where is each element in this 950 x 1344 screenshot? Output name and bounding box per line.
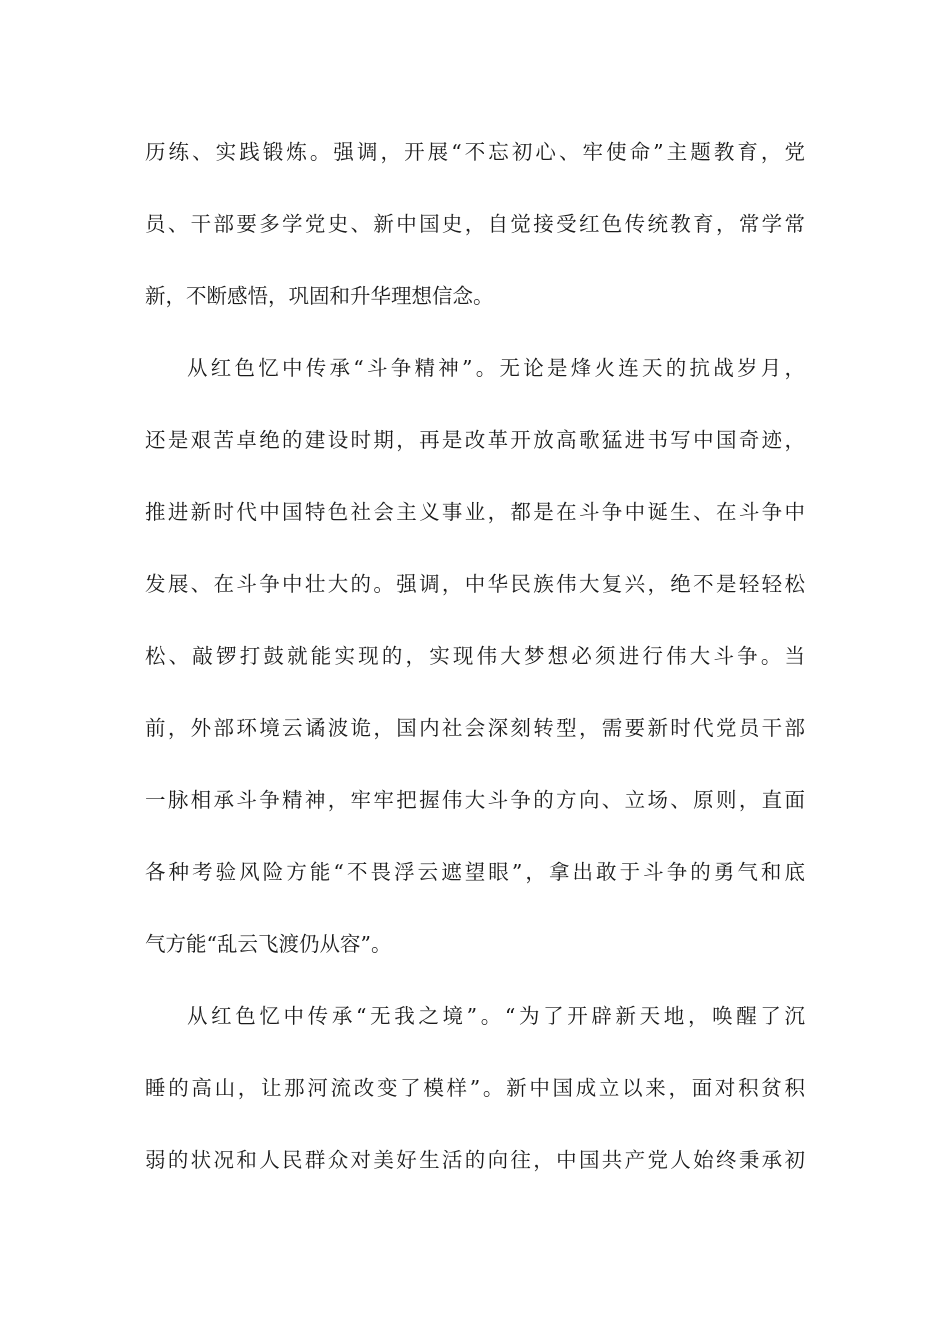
text-line: 新，不断感悟，巩固和升华理想信念。 (145, 284, 494, 308)
text-line: 还是艰苦卓绝的建设时期，再是改革开放高歌猛进书写中国奇迹， (145, 428, 805, 452)
text-line: 气方能“乱云飞渡仍从容”。 (145, 932, 392, 956)
text-line: 推进新时代中国特色社会主义事业，都是在斗争中诞生、在斗争中 (145, 500, 805, 524)
text-line: 各种考验风险方能“不畏浮云遮望眼”，拿出敢于斗争的勇气和底 (145, 860, 805, 884)
text-line: 一脉相承斗争精神，牢牢把握伟大斗争的方向、立场、原则，直面 (145, 788, 805, 812)
body-text (145, 130, 805, 1210)
text-line: 员、干部要多学党史、新中国史，自觉接受红色传统教育，常学常 (145, 212, 805, 236)
text-line: 历练、实践锻炼。强调，开展“不忘初心、牢使命”主题教育，党 (145, 140, 805, 164)
paragraph-start-line: 从红色忆中传承“无我之境”。“为了开辟新天地，唤醒了沉 (187, 1004, 805, 1028)
text-line: 睡的高山，让那河流改变了模样”。新中国成立以来，面对积贫积 (145, 1076, 805, 1100)
text-line: 发展、在斗争中壮大的。强调，中华民族伟大复兴，绝不是轻轻松 (145, 572, 805, 596)
text-line: 前，外部环境云谲波诡，国内社会深刻转型，需要新时代党员干部 (145, 716, 805, 740)
text-line: 松、敲锣打鼓就能实现的，实现伟大梦想必须进行伟大斗争。当 (145, 644, 805, 668)
paragraph-start-line: 从红色忆中传承“斗争精神”。无论是烽火连天的抗战岁月， (187, 356, 805, 380)
text-line: 弱的状况和人民群众对美好生活的向往，中国共产党人始终秉承初 (145, 1148, 805, 1172)
